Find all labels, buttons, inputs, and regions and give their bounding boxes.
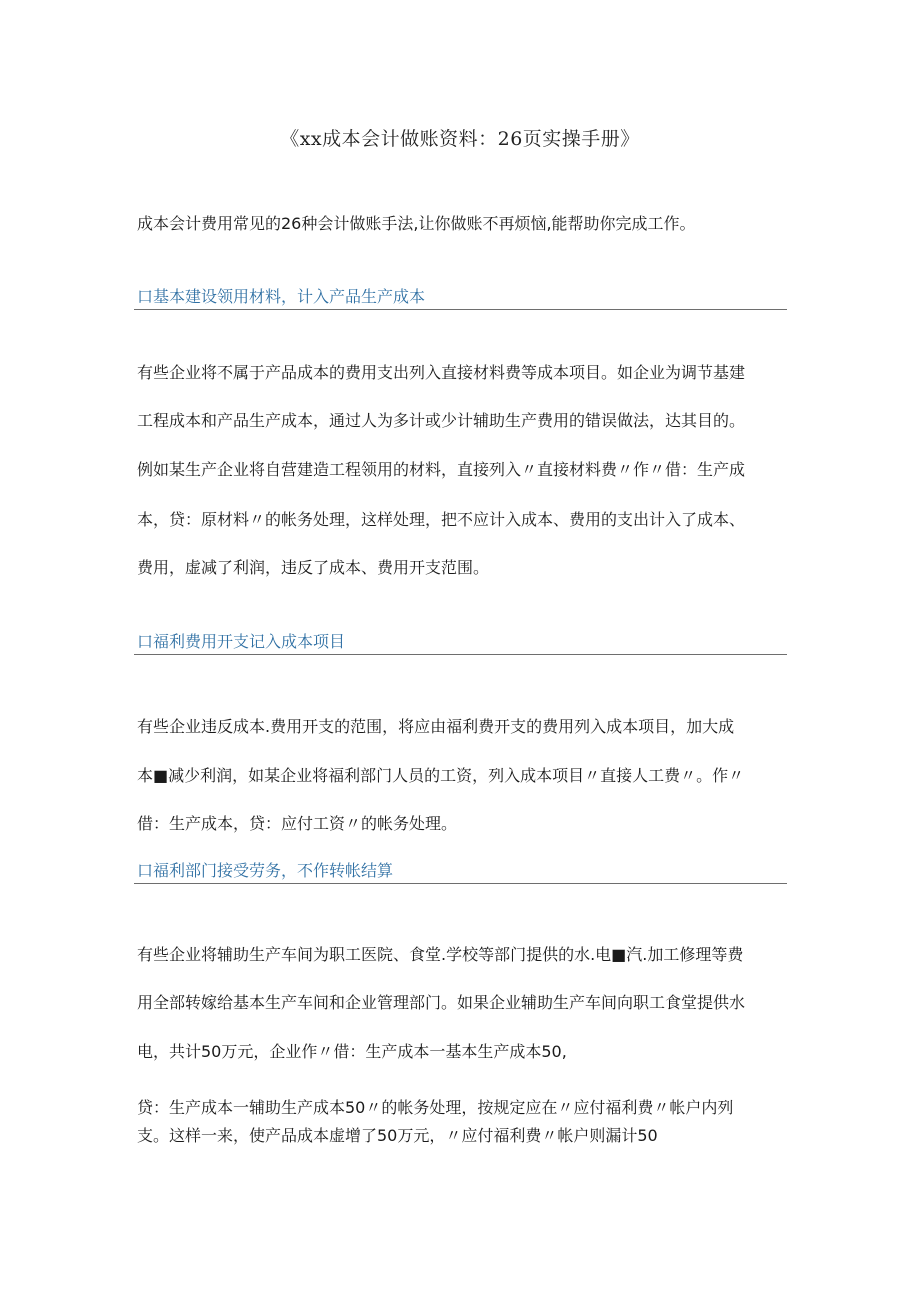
section-divider: [134, 654, 787, 655]
section-divider: [134, 309, 787, 310]
paragraph-line: 有些企业违反成本.费用开支的范围，将应由福利费开支的费用列入成本项目，加大成: [137, 717, 735, 736]
paragraph-line: 借：生产成本，贷：应付工资〃的帐务处理。: [137, 814, 458, 833]
paragraph-line: 工程成本和产品生产成本，通过人为多计或少计辅助生产费用的错误做法，达其目的。: [137, 411, 746, 430]
paragraph-line: 用全部转嫁给基本生产车间和企业管理部门。如果企业辅助生产车间向职工食堂提供水: [137, 993, 746, 1012]
section-divider: [134, 883, 787, 884]
intro-paragraph: 成本会计费用常见的26种会计做账手法,让你做账不再烦恼,能帮助你完成工作。: [137, 214, 696, 233]
paragraph-line: 例如某生产企业将自营建造工程领用的材料，直接列入〃直接材料费〃作〃借：生产成: [137, 460, 746, 479]
paragraph-line: 本，贷：原材料〃的帐务处理，这样处理，把不应计入成本、费用的支出计入了成本、: [137, 510, 746, 529]
document-title: 《xx成本会计做账资料：26页实操手册》: [280, 128, 640, 150]
paragraph-line: 贷：生产成本一辅助生产成本50〃的帐务处理，按规定应在〃应付福利费〃帐户内列: [137, 1098, 734, 1117]
paragraph-line: 本■减少利润，如某企业将福利部门人员的工资，列入成本项目〃直接人工费〃。作〃: [137, 766, 745, 785]
section-heading-welfare-expenses: 口福利费用开支记入成本项目: [137, 632, 346, 651]
paragraph-line: 电，共计50万元，企业作〃借：生产成本一基本生产成本50,: [137, 1042, 567, 1061]
paragraph-line: 支。这样一来，使产品成本虚增了50万元，〃应付福利费〃帐户则漏计50: [137, 1126, 658, 1145]
section-heading-capital-construction: 口基本建设领用材料，计入产品生产成本: [137, 287, 426, 306]
section-heading-welfare-services: 口福利部门接受劳务，不作转帐结算: [137, 861, 394, 880]
paragraph-line: 费用，虚减了利润，违反了成本、费用开支范围。: [137, 558, 490, 577]
paragraph-line: 有些企业将不属于产品成本的费用支出列入直接材料费等成本项目。如企业为调节基建: [137, 363, 746, 382]
paragraph-line: 有些企业将辅助生产车间为职工医院、食堂.学校等部门提供的水.电■汽.加工修理等费: [137, 945, 744, 964]
